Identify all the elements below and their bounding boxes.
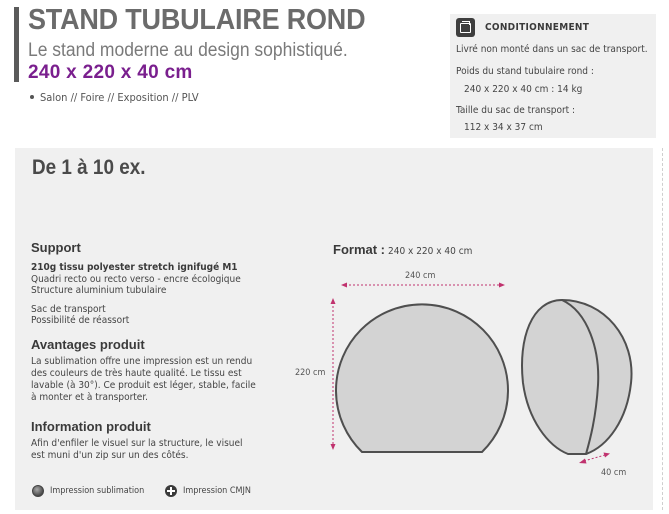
arrow-down-icon — [331, 444, 336, 450]
avantages-title: Avantages produit — [31, 337, 145, 352]
quantity-range: De 1 à 10 ex. — [32, 156, 146, 179]
page-subtitle: Le stand moderne au design sophistiqué. — [28, 40, 348, 61]
support-title: Support — [31, 240, 81, 255]
plus-circle-icon — [165, 485, 177, 497]
stand-front-view — [336, 304, 508, 452]
weight-label: Poids du stand tubulaire rond : — [456, 66, 594, 77]
stand-side-view — [522, 300, 632, 454]
information-line-1: Afin d'enfiler le visuel sur la structure, le visuel — [31, 438, 243, 449]
support-bag: Sac de transport — [31, 304, 106, 315]
weight-value: 240 x 220 x 40 cm : 14 kg — [464, 84, 583, 95]
product-dimensions: 240 x 220 x 40 cm — [28, 62, 193, 83]
conditionnement-delivery: Livré non monté dans un sac de transport. — [456, 44, 648, 55]
conditionnement-title: CONDITIONNEMENT — [485, 22, 590, 33]
legend-sublimation-label: Impression sublimation — [50, 486, 145, 496]
depth-dimension-line — [584, 455, 605, 461]
avantages-line-3: lavable (à 30°). Ce produit est léger, stable, facile — [31, 380, 256, 391]
legend-cmjn — [165, 485, 251, 497]
avantages-line-2: des couleurs de très haute qualité. Le tissu est — [31, 368, 242, 379]
format-value: 240 x 220 x 40 cm — [388, 246, 473, 257]
height-label: 220 cm — [295, 368, 326, 378]
avantages-line-1: La sublimation offre une impression est un rendu — [31, 356, 253, 367]
support-reassort: Possibilité de réassort — [31, 315, 130, 326]
depth-label: 40 cm — [601, 468, 627, 478]
information-line-2: est muni d'un zip sur un des côtés. — [31, 450, 189, 461]
arrow-up-icon — [331, 298, 336, 304]
bag-size-label: Taille du sac de transport : — [456, 105, 576, 116]
information-title: Information produit — [31, 419, 151, 434]
page-title: STAND TUBULAIRE ROND — [28, 4, 366, 36]
format-label: Format : — [333, 242, 385, 257]
arrow-depth-left-icon — [579, 459, 587, 464]
legend-cmjn-label: Impression CMJN — [183, 486, 251, 496]
support-structure: Structure aluminium tubulaire — [31, 285, 167, 296]
arrow-left-icon — [341, 283, 347, 288]
support-material: 210g tissu polyester stretch ignifugé M1 — [31, 262, 238, 273]
sublimation-icon — [32, 485, 44, 497]
legend-sublimation — [32, 485, 144, 497]
bag-size-value: 112 x 34 x 37 cm — [464, 122, 543, 133]
arrow-depth-right-icon — [604, 453, 611, 458]
arrow-right-icon — [499, 283, 505, 288]
avantages-line-4: à monter et à transporter. — [31, 392, 148, 403]
support-print: Quadri recto ou recto verso - encre écologique — [31, 274, 241, 285]
width-label: 240 cm — [405, 271, 436, 281]
tags-text: Salon // Foire // Exposition // PLV — [40, 91, 199, 104]
